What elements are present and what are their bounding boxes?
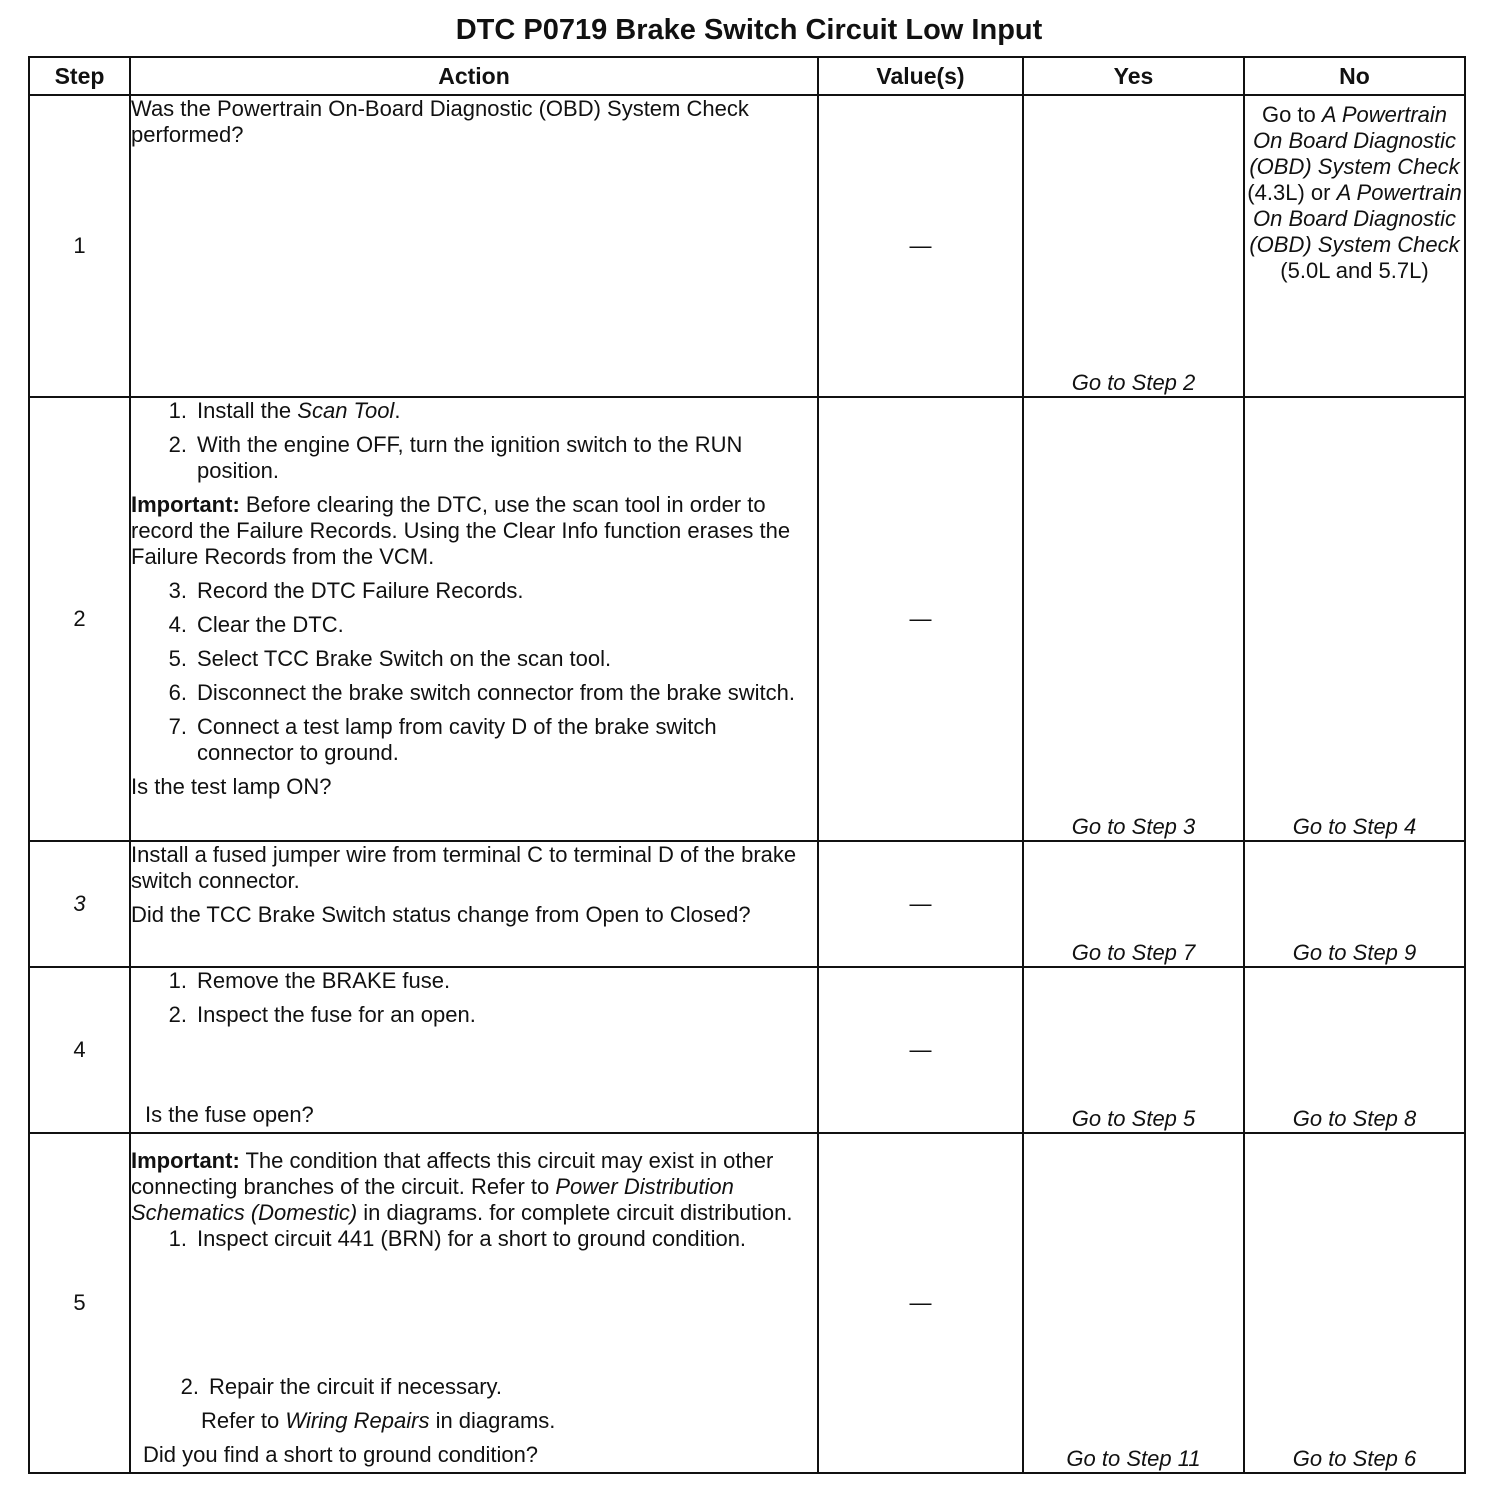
yes-cell: Go to Step 7 [1023, 841, 1244, 967]
yes-cell: Go to Step 11 [1023, 1133, 1244, 1473]
list-item: 2. Repair the circuit if necessary. [180, 1374, 503, 1399]
action-cell [130, 397, 818, 841]
action-text: Install a fused jumper wire from terminal C to terminal D of the brake switch connector. [131, 842, 797, 893]
no-text: Go to [1261, 102, 1322, 127]
step-question: Was the Powertrain On-Board Diagnostic (OBD) System Check performed? [131, 96, 749, 147]
list-item: 7. Connect a test lamp from cavity D of the brake switch connector to ground. [168, 714, 717, 765]
list-item: 6. Disconnect the brake switch connector from the brake switch. [168, 680, 795, 705]
value-cell: — [818, 397, 1023, 841]
no-cell [1244, 95, 1465, 397]
table-row [29, 841, 1465, 967]
step-question: Is the fuse open? [145, 1102, 314, 1127]
list-item: 2. With the engine OFF, turn the ignition switch to the RUN position. [168, 432, 743, 483]
obd-check-link: A Powertrain On Board Diagnostic (OBD) System Check [1249, 180, 1462, 257]
value-cell: — [818, 95, 1023, 397]
diagnostic-table [28, 56, 1466, 1474]
step-question: Is the test lamp ON? [131, 774, 332, 799]
header-step: Step [29, 57, 130, 95]
header-row [29, 57, 1465, 95]
list-item: 4. Clear the DTC. [168, 612, 344, 637]
table-row [29, 397, 1465, 841]
page-title: DTC P0719 Brake Switch Circuit Low Input [455, 14, 1043, 46]
header-values: Value(s) [818, 57, 1023, 95]
step-question: Did the TCC Brake Switch status change from Open to Closed? [131, 902, 751, 927]
refer-note: Refer to Wiring Repairs in diagrams. [201, 1408, 556, 1433]
important-note: Important: Before clearing the DTC, use the scan tool in order to record the Failure Records. Using the Clear Info function erases the Failure Records from the VCM. [131, 492, 791, 569]
yes-cell: Go to Step 3 [1023, 397, 1244, 841]
step-number: 5 [29, 1133, 130, 1473]
no-cell: Go to Step 9 [1244, 841, 1465, 967]
action-cell [130, 967, 818, 1133]
list-item: 1. Install the Scan Tool. [168, 398, 401, 423]
header-yes: Yes [1023, 57, 1244, 95]
list-item: 3. Record the DTC Failure Records. [168, 578, 524, 603]
header-no: No [1244, 57, 1465, 95]
action-cell [130, 841, 818, 967]
no-text: (4.3L) or [1247, 180, 1337, 205]
table-row [29, 95, 1465, 397]
list-item: 1. Remove the BRAKE fuse. [168, 968, 451, 993]
table-row [29, 1133, 1465, 1473]
step-number: 2 [29, 397, 130, 841]
yes-cell: Go to Step 5 [1023, 967, 1244, 1133]
list-item: 2. Inspect the fuse for an open. [168, 1002, 476, 1027]
action-cell [130, 95, 818, 397]
obd-check-link: A Powertrain On Board Diagnostic (OBD) System Check [1249, 102, 1460, 179]
value-cell: — [818, 967, 1023, 1133]
no-cell: Go to Step 4 [1244, 397, 1465, 841]
header-action: Action [130, 57, 818, 95]
yes-cell: Go to Step 2 [1023, 95, 1244, 397]
no-text: (5.0L and 5.7L) [1280, 258, 1429, 283]
no-cell: Go to Step 8 [1244, 967, 1465, 1133]
no-cell: Go to Step 6 [1244, 1133, 1465, 1473]
important-note: Important: The condition that affects this circuit may exist in other connecting branches of the circuit. Refer to Power Distribution Schematics (Domestic) in diagrams. for complete circuit distribution. [131, 1148, 793, 1225]
list-item: 5. Select TCC Brake Switch on the scan tool. [168, 646, 612, 671]
step-question: Did you find a short to ground condition? [143, 1442, 539, 1467]
step-number: 1 [29, 95, 130, 397]
list-item: 1. Inspect circuit 441 (BRN) for a short to ground condition. [168, 1226, 747, 1251]
action-cell [130, 1133, 818, 1473]
step-number: 3 [29, 841, 130, 967]
value-cell: — [818, 841, 1023, 967]
table-row [29, 967, 1465, 1133]
value-cell: — [818, 1133, 1023, 1473]
step-number: 4 [29, 967, 130, 1133]
